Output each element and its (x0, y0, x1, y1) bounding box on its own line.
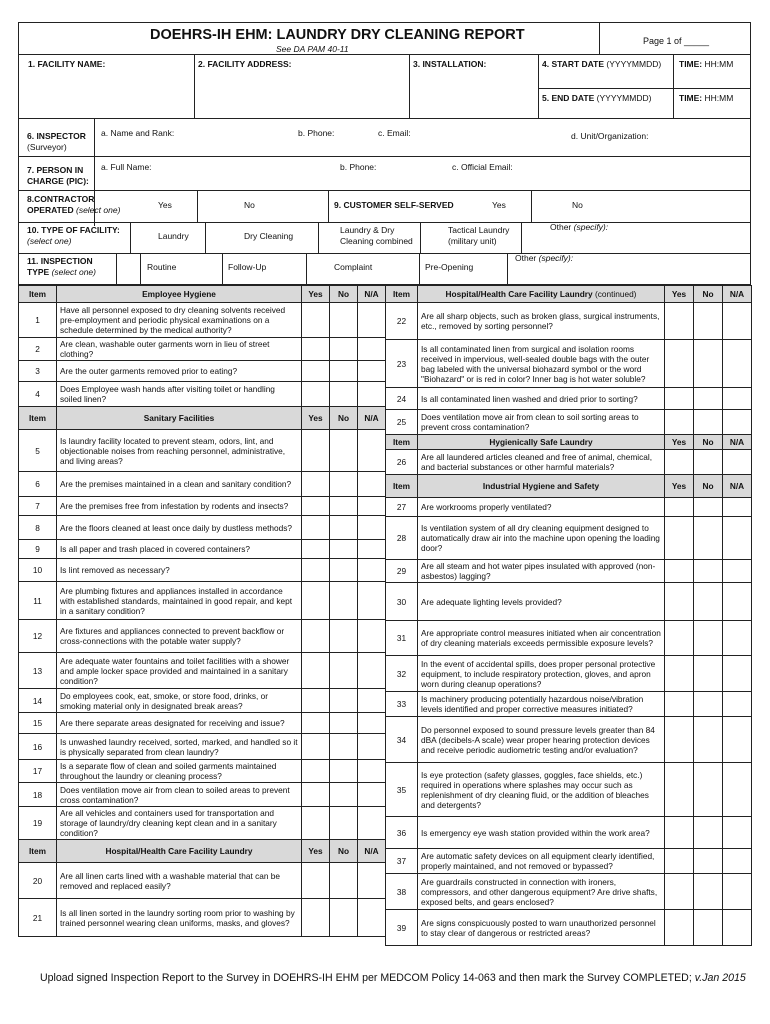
table-row: 9 Is all paper and trash placed in covered containers? (19, 540, 386, 559)
table-row: 7 Are the premises free from infestation by rodents and insects? (19, 497, 386, 516)
footer-note: Upload signed Inspection Report to the Survey in DOEHRS-IH EHM per MEDCOM Policy 14-063 and then mark the Survey COMPLETED; v.Jan 2015 (40, 972, 746, 984)
right-checklist-table: Item Hospital/Health Care Facility Laundry (continued) Yes No N/A 22 Are all sharp objects, such as broken glass, surgical instruments, etc., removed by sorting personnel? 23 Is all contaminated linen from surgical and isolation rooms received in impervious, well-sealed double bags with the outer bag labeled with the universal biohazard symbol or the word "Biohazard" or is red in color? Inner bag is hot water soluble? 24 Is all contaminated linen washed and dried prior to sorting? 25 Does ventilation move air from clean to soil sorting areas to prevent cross contamination? Item Hygienically Safe Laundry Yes No N/A 26 Are all laundered articles cleaned and free of animal, chemical, and bacterial substances or other harmful materials? Item Industrial Hygiene and Safety Yes No N/A 27 Are workrooms properly ventilated? 28 Is ventilation system of all dry cleaning equipment designed to automatically draw air into the machine upon opening the loading door? 29 Are all steam and hot water pipes insulated with approved (non-asbestos) lagging? 30 Are adequate lighting levels provided? 31 Are appropriate control measures initiated when air concentration of dry cleaning materials exceeds permissible exposure levels? 32 In the event of accidental spills, does proper personal protective equipment, to include respiratory protection, gloves, and apron worn during cleanup operations? 33 Is machinery producing potentially hazardous noise/vibration levels identified and proper corrective measures initiated? 34 Do personnel exposed to sound pressure levels greater than 84 dBA (decibels-A scale) wear proper hearing protection devices and receive periodic audiometric testing and/or evaluation? 35 Is eye protection (safety glasses, goggles, face shields, etc.) required in operations where splashes may occur such as replenishment of dry cleaning fluid, or the addition of bleaches and detergents? 36 Is emergency eye wash station provided within the work area? 37 Are automatic safety devices on all equipment clearly identified, properly maintained, and not removed or bypassed? 38 Are guardrails constructed in connection with ironers, compressors, and other dangerous equipment? Are drive shafts, exposed belts, and gears enclosed? 39 Are signs conspicuously posted to warn unauthorized personnel to stay clear of dangerous or restricted areas? (385, 285, 752, 946)
table-row: 22 Are all sharp objects, such as broken glass, surgical instruments, etc., removed by sorting personnel? (386, 303, 752, 340)
table-row: 5 Is laundry facility located to prevent steam, odors, lint, and objectionable noises from reaching personnel, administrative, and living areas? (19, 430, 386, 472)
table-row: 30 Are adequate lighting levels provided? (386, 583, 752, 621)
type-other[interactable]: Other (specify): (550, 222, 609, 232)
table-row: 4 Does Employee wash hands after visiting toilet or handling soiled linen? (19, 382, 386, 407)
inspection-type-label: 11. INSPECTION (27, 256, 93, 266)
section-hygienically-safe: Hygienically Safe Laundry (418, 435, 665, 450)
table-row: 38 Are guardrails constructed in connection with ironers, compressors, and other dangerous equipment? Are drive shafts, exposed belts, and gears enclosed? (386, 874, 752, 910)
pic-label-2: CHARGE (PIC): (27, 176, 89, 186)
inspection-type-label-2: TYPE (select one) (27, 267, 96, 277)
table-row: 32 In the event of accidental spills, does proper personal protective equipment, to include respiratory protection, gloves, and apron worn during cleanup operations? (386, 656, 752, 692)
inspector-label: 6. INSPECTOR (27, 131, 86, 141)
left-checklist-table: Item Employee Hygiene Yes No N/A 1 Have all personnel exposed to dry cleaning solvents received pre-employment and periodic physical examinations on a schedule determined by the medical authority? 2 Are clean, washable outer garments worn in lieu of street clothing? 3 Are the outer garments removed prior to eating? 4 Does Employee wash hands after visiting toilet or handling soiled linen? Item Sanitary Facilities Yes No N/A 5 Is laundry facility located to prevent steam, odors, lint, and objectionable noises from reaching personnel, administrative, and living areas? 6 Are the premises maintained in a clean and sanitary condition? 7 Are the premises free from infestation by rodents and insects? 8 Are the floors cleaned at least once daily by dustless methods? 9 Is all paper and trash placed in covered containers? 10 Is lint removed as necessary? 11 Are plumbing fixtures and appliances installed in accordance with established standards, maintained in good repair, and kept in a sanitary condition? 12 Are fixtures and appliances connected to prevent backflow or cross-connections with the potable water supply? 13 Are adequate water fountains and toilet facilities with a shower and ample locker space provided and maintained in a sanitary condition? 14 Do employees cook, eat, smoke, or store food, drinks, or smoking material only in designated break areas? 15 Are there separate areas designated for receiving and issue? 16 Is unwashed laundry received, sorted, marked, and handled so it is physically separated from clean laundry? 17 Is a separate flow of clean and soiled garments maintained throughout the laundry or cleaning process? 18 Does ventilation move air from clean to soiled areas to prevent cross contamination? 19 Are all vehicles and containers used for transportation and storage of laundry/dry cleaning kept clean and in a sanitary condition? Item Hospital/Health Care Facility Laundry Yes No N/A 20 Are all linen carts lined with a washable material that can be removed and replaced easily? 21 Is all linen sorted in the laundry sorting room prior to washing by trained personnel wearing clean uniforms, masks, and gloves? (18, 285, 386, 937)
end-time-label: TIME: HH:MM (679, 93, 734, 103)
table-row: 21 Is all linen sorted in the laundry sorting room prior to washing by trained personnel wearing clean uniforms, masks, and gloves? (19, 899, 386, 937)
table-row: 37 Are automatic safety devices on all equipment clearly identified, properly maintained, and not removed or bypassed? (386, 849, 752, 874)
inspector-name-label: a. Name and Rank: (101, 128, 175, 138)
table-row: 33 Is machinery producing potentially hazardous noise/vibration levels identified and proper corrective measures initiated? (386, 692, 752, 717)
table-row: 11 Are plumbing fixtures and appliances installed in accordance with established standards, maintained in good repair, and kept in a sanitary condition? (19, 582, 386, 620)
facility-name-label: 1. FACILITY NAME: (28, 59, 106, 69)
contractor-label-2: OPERATED (select one) (27, 205, 121, 215)
table-row: 36 Is emergency eye wash station provided within the work area? (386, 817, 752, 849)
pic-phone-label: b. Phone: (340, 162, 377, 172)
table-row: 24 Is all contaminated linen washed and dried prior to sorting? (386, 388, 752, 410)
start-date-label: 4. START DATE (YYYYMMDD) (542, 59, 662, 69)
inspection-other[interactable]: Other (specify): (515, 253, 574, 263)
table-row: 29 Are all steam and hot water pipes insulated with approved (non-asbestos) lagging? (386, 560, 752, 583)
col-yes: Yes (302, 286, 330, 303)
contractor-label: 8.CONTRACTOR (27, 194, 95, 204)
page-title: DOEHRS-IH EHM: LAUNDRY DRY CLEANING REPORT (150, 27, 525, 43)
table-row: 23 Is all contaminated linen from surgical and isolation rooms received in impervious, well-sealed double bags with the outer bag labeled with the universal biohazard symbol or the word "Biohazard" or is red in color? Inner bag is hot water soluble? (386, 340, 752, 388)
table-row: 15 Are there separate areas designated for receiving and issue? (19, 713, 386, 734)
inspection-complaint[interactable]: Complaint (334, 262, 373, 272)
inspection-routine[interactable]: Routine (147, 262, 177, 272)
section-employee-hygiene: Employee Hygiene (57, 286, 302, 303)
section-hospital-laundry: Hospital/Health Care Facility Laundry (57, 840, 302, 863)
table-row: 6 Are the premises maintained in a clean and sanitary condition? (19, 472, 386, 497)
type-dry-cleaning[interactable]: Dry Cleaning (244, 231, 294, 241)
table-row: 16 Is unwashed laundry received, sorted, marked, and handled so it is physically separated from clean laundry? (19, 734, 386, 760)
table-row: 39 Are signs conspicuously posted to warn unauthorized personnel to stay clear of dangerous or restricted areas? (386, 910, 752, 946)
table-row: 27 Are workrooms properly ventilated? (386, 498, 752, 517)
page-subtitle: See DA PAM 40-11 (276, 44, 349, 54)
inspector-unit-label: d. Unit/Organization: (571, 131, 649, 141)
inspector-email-label: c. Email: (378, 128, 411, 138)
table-row: 35 Is eye protection (safety glasses, goggles, face shields, etc.) required in operations where splashes may occur such as replenishment of dry cleaning fluid, or the addition of bleaches and detergents? (386, 763, 752, 817)
table-row: 1 Have all personnel exposed to dry cleaning solvents received pre-employment and periodic physical examinations on a schedule determined by the medical authority? (19, 303, 386, 338)
table-row: 18 Does ventilation move air from clean to soiled areas to prevent cross contamination? (19, 783, 386, 807)
customer-yes[interactable]: Yes (492, 200, 506, 210)
inspection-pre-opening[interactable]: Pre-Opening (425, 262, 474, 272)
col-item: Item (19, 286, 57, 303)
section-hospital-laundry-continued: Hospital/Health Care Facility Laundry (continued) (418, 286, 665, 303)
inspection-follow-up[interactable]: Follow-Up (228, 262, 267, 272)
table-row: 25 Does ventilation move air from clean to soil sorting areas to prevent cross contamination? (386, 410, 752, 435)
customer-no[interactable]: No (572, 200, 583, 210)
contractor-yes[interactable]: Yes (158, 200, 172, 210)
installation-label: 3. INSTALLATION: (413, 59, 487, 69)
col-na: N/A (358, 286, 386, 303)
table-row: 31 Are appropriate control measures initiated when air concentration of dry cleaning materials exceeds permissible exposure levels? (386, 621, 752, 656)
inspector-phone-label: b. Phone: (298, 128, 335, 138)
type-laundry[interactable]: Laundry (158, 231, 189, 241)
facility-address-label: 2. FACILITY ADDRESS: (198, 59, 292, 69)
page-number: Page 1 of _____ (643, 36, 710, 46)
section-sanitary-facilities: Sanitary Facilities (57, 407, 302, 430)
table-row: 20 Are all linen carts lined with a washable material that can be removed and replaced easily? (19, 863, 386, 899)
end-date-label: 5. END DATE (YYYYMMDD) (542, 93, 652, 103)
table-row: 28 Is ventilation system of all dry cleaning equipment designed to automatically draw air into the machine upon opening the loading door? (386, 517, 752, 560)
table-row: 12 Are fixtures and appliances connected to prevent backflow or cross-connections with the potable water supply? (19, 620, 386, 653)
pic-name-label: a. Full Name: (101, 162, 152, 172)
type-laundry-dry-2: Cleaning combined (340, 236, 413, 246)
facility-type-select: (select one) (27, 236, 72, 246)
table-row: 34 Do personnel exposed to sound pressure levels greater than 84 dBA (decibels-A scale) wear proper hearing protection devices and receive periodic audiometric testing and/or evaluation? (386, 717, 752, 763)
table-row: 19 Are all vehicles and containers used for transportation and storage of laundry/dry cleaning kept clean and in a sanitary condition? (19, 807, 386, 840)
type-tactical[interactable]: Tactical Laundry (448, 225, 510, 235)
type-tactical-2: (military unit) (448, 236, 497, 246)
col-no: No (330, 286, 358, 303)
facility-type-label: 10. TYPE OF FACILITY: (27, 225, 120, 235)
contractor-no[interactable]: No (244, 200, 255, 210)
customer-self-served-label: 9. CUSTOMER SELF-SERVED (334, 200, 454, 210)
table-row: 14 Do employees cook, eat, smoke, or store food, drinks, or smoking material only in designated break areas? (19, 689, 386, 713)
start-time-label: TIME: HH:MM (679, 59, 734, 69)
table-row: 26 Are all laundered articles cleaned and free of animal, chemical, and bacterial substances or other harmful materials? (386, 450, 752, 475)
surveyor-label: (Surveyor) (27, 142, 67, 152)
table-row: 3 Are the outer garments removed prior to eating? (19, 361, 386, 382)
table-row: 10 Is lint removed as necessary? (19, 559, 386, 582)
table-row: 2 Are clean, washable outer garments worn in lieu of street clothing? (19, 338, 386, 361)
pic-label: 7. PERSON IN (27, 165, 84, 175)
section-industrial-hygiene: Industrial Hygiene and Safety (418, 475, 665, 498)
table-row: 8 Are the floors cleaned at least once daily by dustless methods? (19, 516, 386, 540)
type-laundry-dry[interactable]: Laundry & Dry (340, 225, 395, 235)
table-row: 13 Are adequate water fountains and toilet facilities with a shower and ample locker space provided and maintained in a sanitary condition? (19, 653, 386, 689)
table-row: 17 Is a separate flow of clean and soiled garments maintained throughout the laundry or cleaning process? (19, 760, 386, 783)
pic-email-label: c. Official Email: (452, 162, 513, 172)
